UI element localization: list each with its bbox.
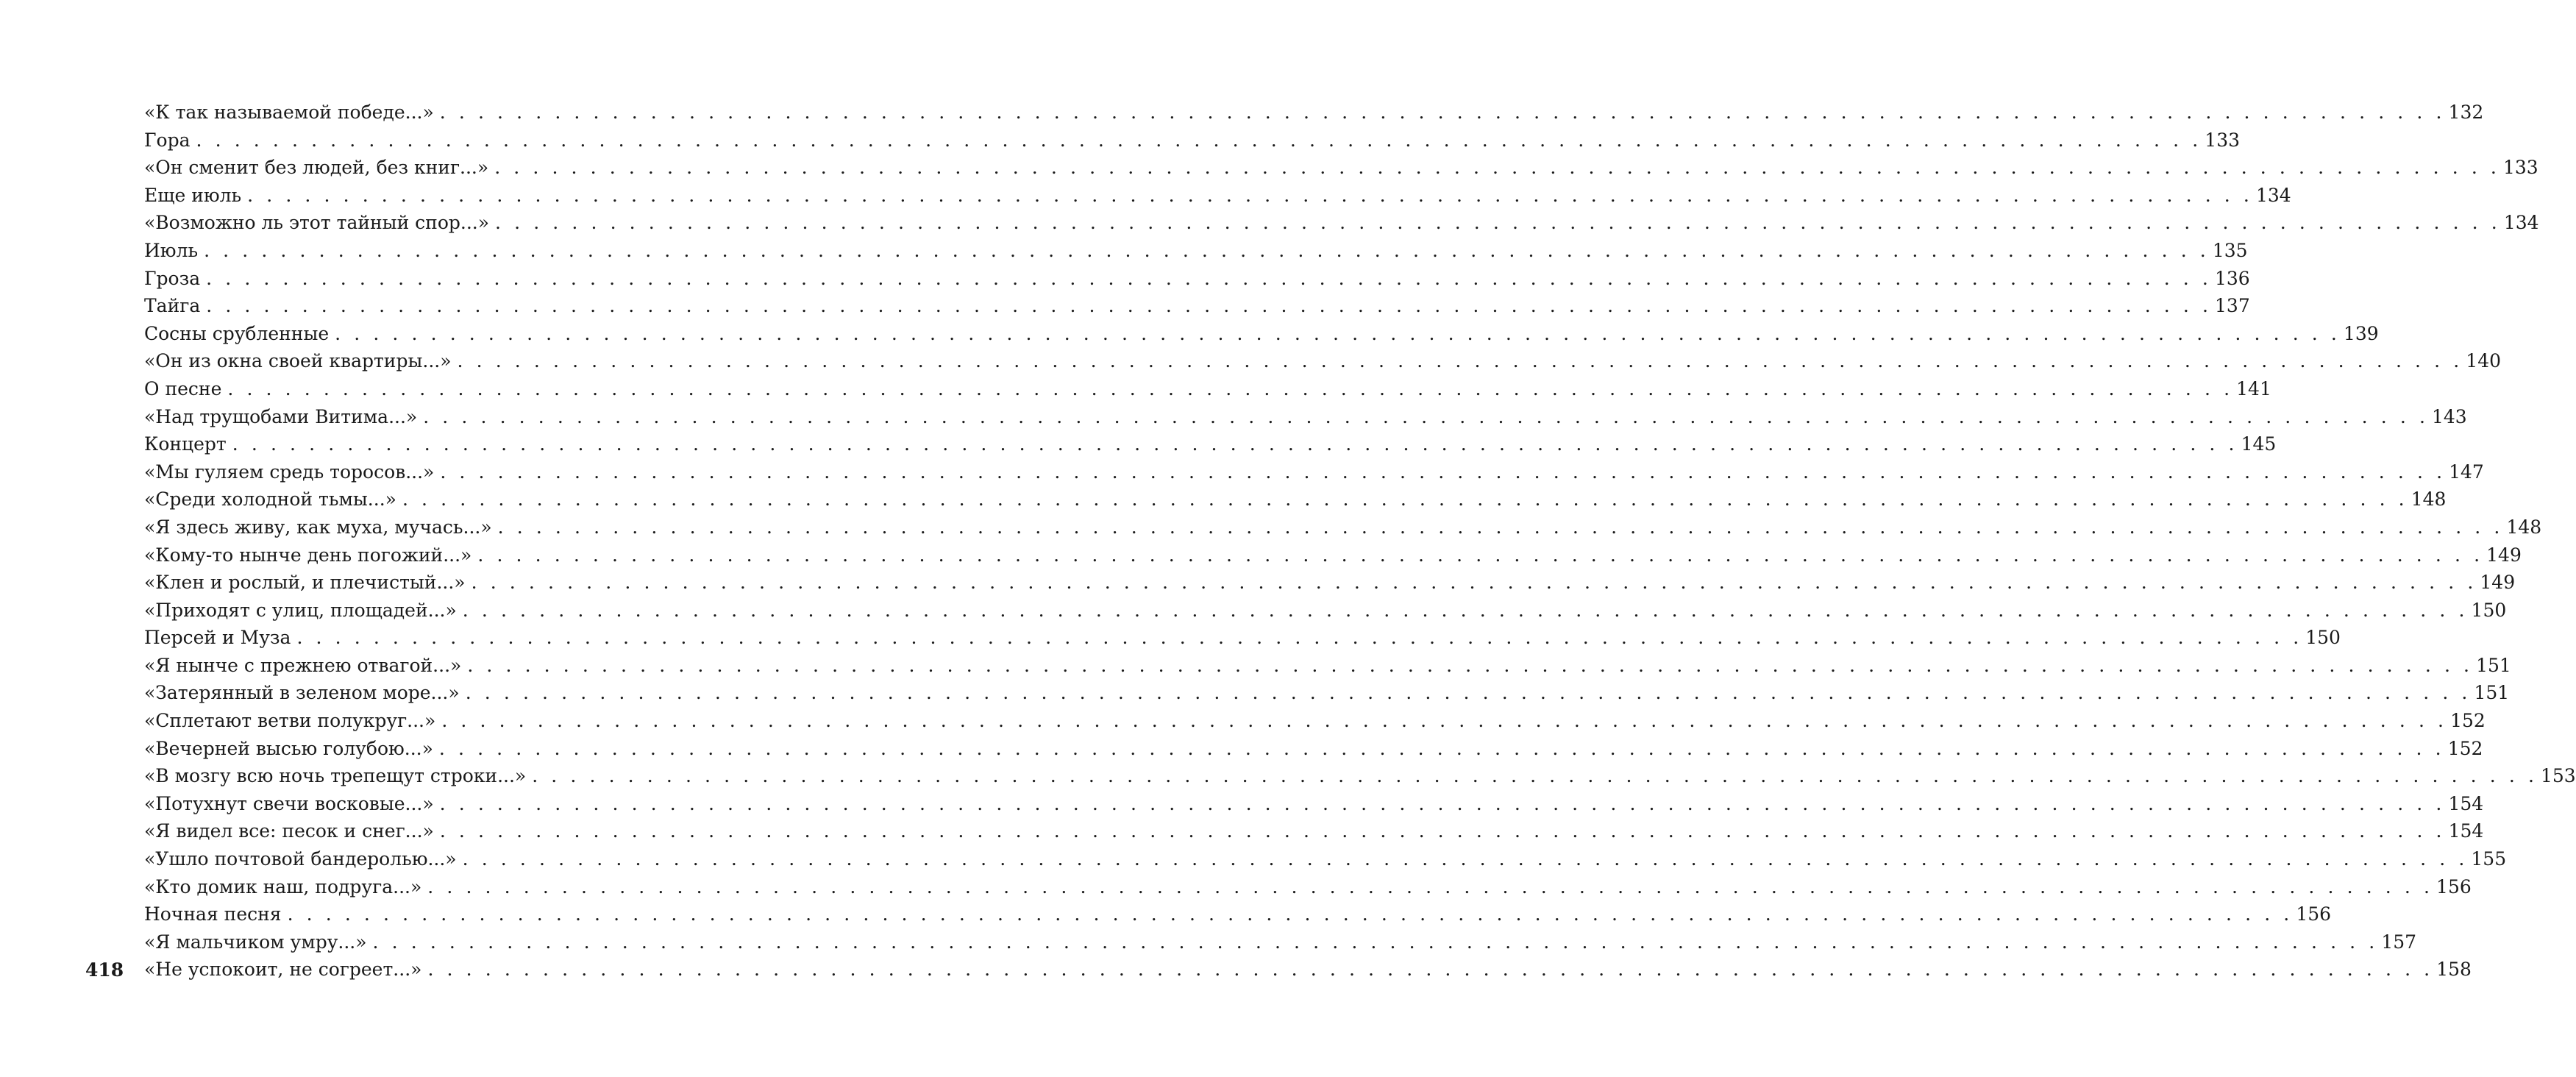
toc-entry-page: 139 xyxy=(2343,322,2379,344)
toc-dot-leader: . . . . . . . . . . . . . . . . . . . . . . . . . . . . . . . . . . . . . . . . . . . . . . . . . . . . . . . . . . . . . . . . . . . . . . . . . . . . . . . . . . . . . . . . . . . . . . . . . . . . . . . . . xyxy=(423,405,2429,427)
toc-dot-leader: . . . . . . . . . . . . . . . . . . . . . . . . . . . . . . . . . . . . . . . . . . . . . . . . . . . . . . . . . . . . . . . . . . . . . . . . . . . . . . . . . . . . . . . . . . . . . . . . . . . . . . . . . xyxy=(227,377,2234,399)
toc-dot-leader: . . . . . . . . . . . . . . . . . . . . . . . . . . . . . . . . . . . . . . . . . . . . . . . . . . . . . . . . . . . . . . . . . . . . . . . . . . . . . . . . . . . . . . . . . . . . . . . . . . . . . . . . . xyxy=(462,599,2469,621)
toc-entry xyxy=(144,486,2447,513)
toc-dot-leader: . . . . . . . . . . . . . . . . . . . . . . . . . . . . . . . . . . . . . . . . . . . . . . . . . . . . . . . . . . . . . . . . . . . . . . . . . . . . . . . . . . . . . . . . . . . . . . . . . . . . . . . . . xyxy=(439,102,2446,123)
toc-dot-leader: . . . . . . . . . . . . . . . . . . . . . . . . . . . . . . . . . . . . . . . . . . . . . . . . . . . . . . . . . . . . . . . . . . . . . . . . . . . . . . . . . . . . . . . . . . . . . . . . . . . . . . . . . xyxy=(497,516,2504,538)
toc-entry-title: Ночная песня xyxy=(144,903,282,925)
toc-entry-page: 158 xyxy=(2436,959,2472,981)
toc-entry xyxy=(144,762,2576,790)
toc-dot-leader: . . . . . . . . . . . . . . . . . . . . . . . . . . . . . . . . . . . . . . . . . . . . . . . . . . . . . . . . . . . . . . . . . . . . . . . . . . . . . . . . . . . . . . . . . . . . . . . . . . . . . . . . . xyxy=(438,737,2445,759)
toc-entry xyxy=(144,458,2484,486)
toc-entry-page: 147 xyxy=(2449,461,2484,483)
toc-dot-leader: . . . . . . . . . . . . . . . . . . . . . . . . . . . . . . . . . . . . . . . . . . . . . . . . . . . . . . . . . . . . . . . . . . . . . . . . . . . . . . . . . . . . . . . . . . . . . . . . . . . . . . . . . xyxy=(465,682,2472,704)
toc-dot-leader: . . . . . . . . . . . . . . . . . . . . . . . . . . . . . . . . . . . . . . . . . . . . . . . . . . . . . . . . . . . . . . . . . . . . . . . . . . . . . . . . . . . . . . . . . . . . . . . . . . . . . . . . . xyxy=(477,544,2484,566)
toc-entry-page: 149 xyxy=(2486,544,2522,566)
toc-entry-title: «Не успокоит, не согреет...» xyxy=(144,959,422,981)
toc-entry xyxy=(144,154,2538,182)
toc-entry-title: Концерт xyxy=(144,433,227,455)
toc-dot-leader: . . . . . . . . . . . . . . . . . . . . . . . . . . . . . . . . . . . . . . . . . . . . . . . . . . . . . . . . . . . . . . . . . . . . . . . . . . . . . . . . . . . . . . . . . . . . . . . . . . . . . . . . . xyxy=(204,239,2210,261)
toc-entry-page: 148 xyxy=(2410,488,2447,511)
toc-entry-title: «Среди холодной тьмы...» xyxy=(144,488,396,511)
toc-entry xyxy=(144,845,2507,873)
toc-entry-title: «Ушло почтовой бандеролью...» xyxy=(144,848,457,870)
toc-entry xyxy=(144,209,2539,237)
toc-entry-title: «Я здесь живу, как муха, мучась...» xyxy=(144,516,492,538)
toc-entry-page: 156 xyxy=(2436,875,2472,898)
toc-dot-leader: . . . . . . . . . . . . . . . . . . . . . . . . . . . . . . . . . . . . . . . . . . . . . . . . . . . . . . . . . . . . . . . . . . . . . . . . . . . . . . . . . . . . . . . . . . . . . . . . . . . . . . . . . xyxy=(247,184,2253,206)
toc-entry-page: 155 xyxy=(2471,848,2507,870)
toc-entry xyxy=(144,790,2484,818)
toc-entry-title: О песне xyxy=(144,377,222,399)
toc-entry-title: Еще июль xyxy=(144,184,242,206)
toc-entry-page: 141 xyxy=(2236,377,2271,399)
toc-entry-page: 154 xyxy=(2448,820,2484,842)
toc-entry-page: 152 xyxy=(2447,737,2483,759)
toc-dot-leader: . . . . . . . . . . . . . . . . . . . . . . . . . . . . . . . . . . . . . . . . . . . . . . . . . . . . . . . . . . . . . . . . . . . . . . . . . . . . . . . . . . . . . . . . . . . . . . . . . . . . . . . . . xyxy=(467,654,2474,676)
toc-entry xyxy=(144,182,2291,210)
toc-dot-leader: . . . . . . . . . . . . . . . . . . . . . . . . . . . . . . . . . . . . . . . . . . . . . . . . . . . . . . . . . . . . . . . . . . . . . . . . . . . . . . . . . . . . . . . . . . . . . . . . . . . . . . . . . xyxy=(296,627,2303,649)
table-of-contents xyxy=(144,99,2576,984)
toc-dot-leader: . . . . . . . . . . . . . . . . . . . . . . . . . . . . . . . . . . . . . . . . . . . . . . . . . . . . . . . . . . . . . . . . . . . . . . . . . . . . . . . . . . . . . . . . . . . . . . . . . . . . . . . . . xyxy=(206,267,2212,289)
toc-dot-leader: . . . . . . . . . . . . . . . . . . . . . . . . . . . . . . . . . . . . . . . . . . . . . . . . . . . . . . . . . . . . . . . . . . . . . . . . . . . . . . . . . . . . . . . . . . . . . . . . . . . . . . . . . xyxy=(439,792,2446,814)
toc-entry xyxy=(144,597,2507,625)
toc-entry xyxy=(144,237,2248,265)
toc-entry-title: «Я видел все: песок и снег...» xyxy=(144,820,434,842)
toc-dot-leader: . . . . . . . . . . . . . . . . . . . . . . . . . . . . . . . . . . . . . . . . . . . . . . . . . . . . . . . . . . . . . . . . . . . . . . . . . . . . . . . . . . . . . . . . . . . . . . . . . . . . . . . . . xyxy=(335,322,2341,344)
toc-dot-leader: . . . . . . . . . . . . . . . . . . . . . . . . . . . . . . . . . . . . . . . . . . . . . . . . . . . . . . . . . . . . . . . . . . . . . . . . . . . . . . . . . . . . . . . . . . . . . . . . . . . . . . . . . xyxy=(494,157,2500,179)
toc-dot-leader: . . . . . . . . . . . . . . . . . . . . . . . . . . . . . . . . . . . . . . . . . . . . . . . . . . . . . . . . . . . . . . . . . . . . . . . . . . . . . . . . . . . . . . . . . . . . . . . . . . . . . . . . . xyxy=(440,461,2447,483)
toc-dot-leader: . . . . . . . . . . . . . . . . . . . . . . . . . . . . . . . . . . . . . . . . . . . . . . . . . . . . . . . . . . . . . . . . . . . . . . . . . . . . . . . . . . . . . . . . . . . . . . . . . . . . . . . . . xyxy=(287,903,2294,925)
toc-entry xyxy=(144,707,2486,735)
toc-entry-page: 145 xyxy=(2241,433,2277,455)
toc-entry-page: 156 xyxy=(2296,903,2332,925)
toc-entry-page: 133 xyxy=(2205,129,2241,151)
toc-entry-page: 137 xyxy=(2215,295,2250,317)
toc-entry xyxy=(144,679,2510,707)
toc-dot-leader: . . . . . . . . . . . . . . . . . . . . . . . . . . . . . . . . . . . . . . . . . . . . . . . . . . . . . . . . . . . . . . . . . . . . . . . . . . . . . . . . . . . . . . . . . . . . . . . . . . . . . . . . . xyxy=(532,765,2538,787)
toc-entry-title: Персей и Муза xyxy=(144,627,291,649)
toc-entry-page: 140 xyxy=(2466,350,2502,372)
toc-entry-title: Гора xyxy=(144,129,191,151)
toc-dot-leader: . . . . . . . . . . . . . . . . . . . . . . . . . . . . . . . . . . . . . . . . . . . . . . . . . . . . . . . . . . . . . . . . . . . . . . . . . . . . . . . . . . . . . . . . . . . . . . . . . . . . . . . . . xyxy=(495,212,2501,234)
toc-entry-page: 143 xyxy=(2432,405,2467,427)
toc-entry-title: «Вечерней высью голубою...» xyxy=(144,737,433,759)
toc-entry-title: «Кто домик наш, подруга...» xyxy=(144,875,422,898)
toc-entry xyxy=(144,956,2472,984)
toc-entry xyxy=(144,652,2511,680)
toc-entry xyxy=(144,320,2379,348)
toc-entry-page: 134 xyxy=(2255,184,2291,206)
toc-entry-page: 135 xyxy=(2212,239,2248,261)
toc-entry xyxy=(144,430,2277,458)
toc-entry xyxy=(144,735,2483,763)
toc-entry-title: Сосны срубленные xyxy=(144,322,330,344)
toc-dot-leader: . . . . . . . . . . . . . . . . . . . . . . . . . . . . . . . . . . . . . . . . . . . . . . . . . . . . . . . . . . . . . . . . . . . . . . . . . . . . . . . . . . . . . . . . . . . . . . . . . . . . . . . . . xyxy=(427,875,2434,898)
toc-entry xyxy=(144,928,2417,956)
toc-entry-page: 153 xyxy=(2541,765,2576,787)
toc-entry-title: «В мозгу всю ночь трепещут строки...» xyxy=(144,765,527,787)
toc-entry-title: «Кому-то нынче день погожий...» xyxy=(144,544,472,566)
page-number: 418 xyxy=(85,959,124,981)
toc-entry xyxy=(144,541,2522,569)
toc-entry-title: «Возможно ль этот тайный спор...» xyxy=(144,212,490,234)
toc-entry-title: «Клен и рослый, и плечистый...» xyxy=(144,572,466,594)
toc-entry-title: Тайга xyxy=(144,295,201,317)
toc-entry-title: Гроза xyxy=(144,267,201,289)
toc-dot-leader: . . . . . . . . . . . . . . . . . . . . . . . . . . . . . . . . . . . . . . . . . . . . . . . . . . . . . . . . . . . . . . . . . . . . . . . . . . . . . . . . . . . . . . . . . . . . . . . . . . . . . . . . . xyxy=(471,572,2477,594)
toc-entry-page: 151 xyxy=(2474,682,2510,704)
toc-entry-title: «Он сменит без людей, без книг...» xyxy=(144,157,489,179)
toc-entry xyxy=(144,569,2516,597)
toc-entry-page: 134 xyxy=(2503,212,2539,234)
toc-dot-leader: . . . . . . . . . . . . . . . . . . . . . . . . . . . . . . . . . . . . . . . . . . . . . . . . . . . . . . . . . . . . . . . . . . . . . . . . . . . . . . . . . . . . . . . . . . . . . . . . . . . . . . . . . xyxy=(439,820,2446,842)
toc-entry-title: «Потухнут свечи восковые...» xyxy=(144,792,434,814)
toc-entry-page: 150 xyxy=(2471,599,2507,621)
toc-entry xyxy=(144,624,2341,652)
toc-entry-title: «Затерянный в зеленом море...» xyxy=(144,682,460,704)
toc-entry-page: 157 xyxy=(2381,931,2417,953)
toc-entry-page: 150 xyxy=(2305,627,2341,649)
toc-entry xyxy=(144,265,2250,293)
toc-entry xyxy=(144,403,2467,431)
toc-entry xyxy=(144,817,2484,845)
toc-dot-leader: . . . . . . . . . . . . . . . . . . . . . . . . . . . . . . . . . . . . . . . . . . . . . . . . . . . . . . . . . . . . . . . . . . . . . . . . . . . . . . . . . . . . . . . . . . . . . . . . . . . . . . . . . xyxy=(462,848,2469,870)
toc-entry-title: «Он из окна своей квартиры...» xyxy=(144,350,452,372)
toc-entry-page: 136 xyxy=(2214,267,2250,289)
toc-entry xyxy=(144,347,2502,375)
toc-entry-page: 148 xyxy=(2506,516,2542,538)
toc-entry xyxy=(144,900,2332,928)
toc-entry-page: 132 xyxy=(2448,102,2484,123)
toc-entry-title: «Я нынче с прежнею отвагой...» xyxy=(144,654,462,676)
toc-dot-leader: . . . . . . . . . . . . . . . . . . . . . . . . . . . . . . . . . . . . . . . . . . . . . . . . . . . . . . . . . . . . . . . . . . . . . . . . . . . . . . . . . . . . . . . . . . . . . . . . . . . . . . . . . xyxy=(196,129,2202,151)
toc-dot-leader: . . . . . . . . . . . . . . . . . . . . . . . . . . . . . . . . . . . . . . . . . . . . . . . . . . . . . . . . . . . . . . . . . . . . . . . . . . . . . . . . . . . . . . . . . . . . . . . . . . . . . . . . . xyxy=(427,959,2434,981)
toc-entry xyxy=(144,873,2472,901)
toc-entry-title: «Мы гуляем средь торосов...» xyxy=(144,461,435,483)
toc-entry xyxy=(144,127,2241,154)
toc-entry-page: 149 xyxy=(2480,572,2516,594)
toc-dot-leader: . . . . . . . . . . . . . . . . . . . . . . . . . . . . . . . . . . . . . . . . . . . . . . . . . . . . . . . . . . . . . . . . . . . . . . . . . . . . . . . . . . . . . . . . . . . . . . . . . . . . . . . . . xyxy=(206,295,2213,317)
toc-entry-title: «Я мальчиком умру...» xyxy=(144,931,367,953)
toc-dot-leader: . . . . . . . . . . . . . . . . . . . . . . . . . . . . . . . . . . . . . . . . . . . . . . . . . . . . . . . . . . . . . . . . . . . . . . . . . . . . . . . . . . . . . . . . . . . . . . . . . . . . . . . . . xyxy=(402,488,2408,511)
toc-entry-page: 154 xyxy=(2448,792,2484,814)
toc-dot-leader: . . . . . . . . . . . . . . . . . . . . . . . . . . . . . . . . . . . . . . . . . . . . . . . . . . . . . . . . . . . . . . . . . . . . . . . . . . . . . . . . . . . . . . . . . . . . . . . . . . . . . . . . . xyxy=(372,931,2379,953)
toc-entry-title: «К так называемой победе...» xyxy=(144,102,434,123)
toc-entry-page: 151 xyxy=(2476,654,2511,676)
toc-entry-title: Июль xyxy=(144,239,199,261)
toc-dot-leader: . . . . . . . . . . . . . . . . . . . . . . . . . . . . . . . . . . . . . . . . . . . . . . . . . . . . . . . . . . . . . . . . . . . . . . . . . . . . . . . . . . . . . . . . . . . . . . . . . . . . . . . . . xyxy=(441,710,2448,732)
toc-entry-title: «Приходят с улиц, площадей...» xyxy=(144,599,457,621)
toc-entry xyxy=(144,99,2484,127)
toc-dot-leader: . . . . . . . . . . . . . . . . . . . . . . . . . . . . . . . . . . . . . . . . . . . . . . . . . . . . . . . . . . . . . . . . . . . . . . . . . . . . . . . . . . . . . . . . . . . . . . . . . . . . . . . . . xyxy=(232,433,2238,455)
toc-entry xyxy=(144,375,2271,403)
toc-entry-title: «Сплетают ветви полукруг...» xyxy=(144,710,436,732)
toc-entry xyxy=(144,513,2542,541)
toc-entry-page: 133 xyxy=(2502,157,2538,179)
toc-dot-leader: . . . . . . . . . . . . . . . . . . . . . . . . . . . . . . . . . . . . . . . . . . . . . . . . . . . . . . . . . . . . . . . . . . . . . . . . . . . . . . . . . . . . . . . . . . . . . . . . . . . . . . . . . xyxy=(457,350,2463,372)
toc-entry-page: 152 xyxy=(2450,710,2486,732)
toc-entry-title: «Над трущобами Витима...» xyxy=(144,405,418,427)
toc-entry xyxy=(144,292,2250,320)
